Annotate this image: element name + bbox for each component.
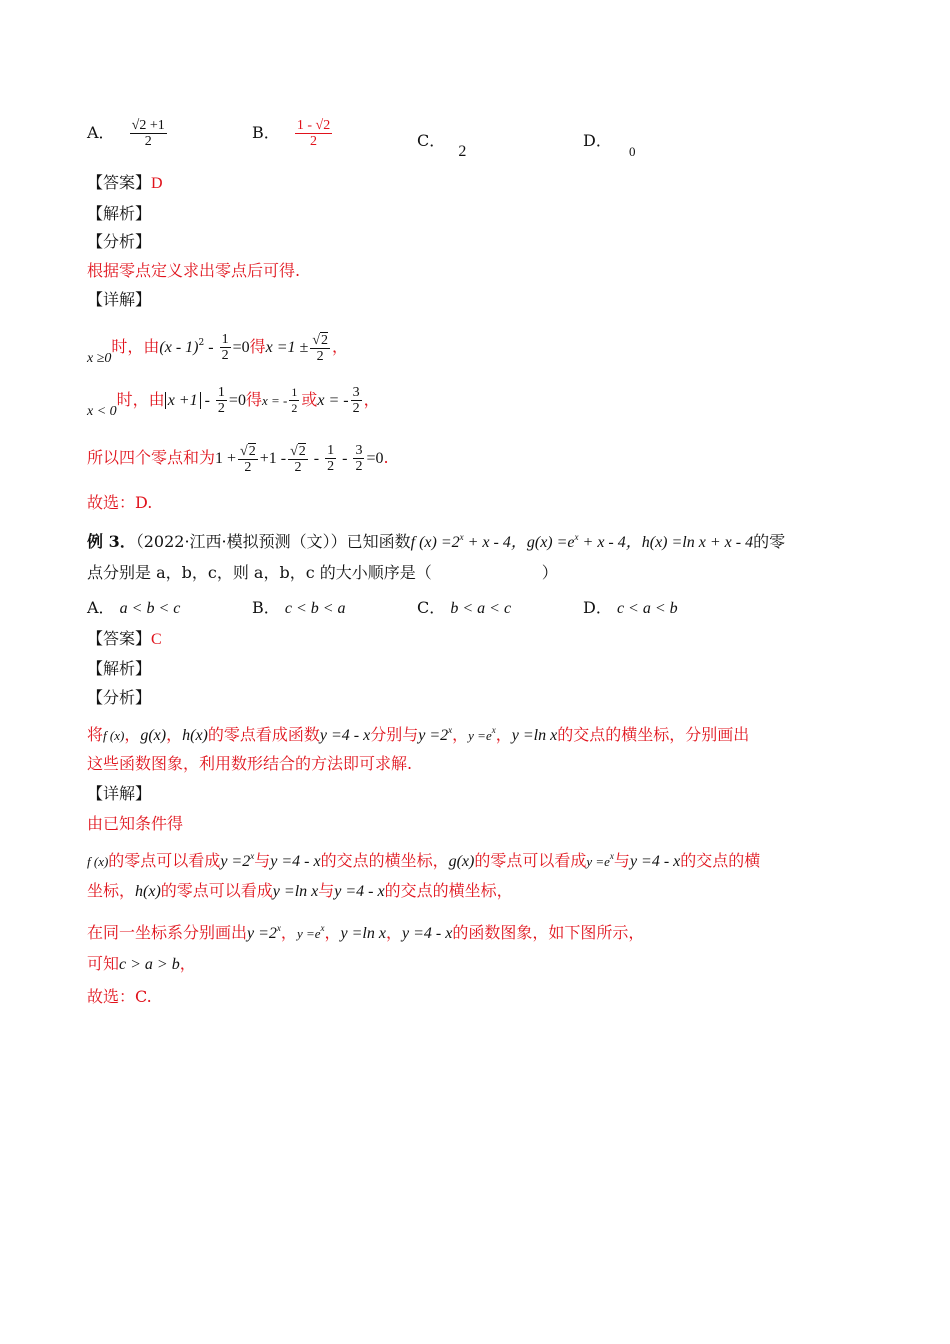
q2-option-b: B． $\frac{1 - √2}{2}$ bbox=[252, 118, 331, 149]
q3-fenxi-line2: 这些函数图象，利用数形结合的方法即可求解. bbox=[87, 754, 413, 773]
option-b-fraction: $\frac{1 - √2}{2}$ bbox=[296, 118, 331, 149]
half-fraction: $\frac{1}{2}$ bbox=[221, 332, 229, 363]
q3-detail-1: 由已知条件得 bbox=[87, 814, 184, 833]
half-fraction-2: $\frac{1}{2}$ bbox=[217, 385, 225, 416]
q3-option-d: D． c < a < b bbox=[583, 598, 678, 617]
q2-case1: x ≥0时，由(x - 1)$^2$ - $\frac{1}{2}$ =0得x =1 ± $\frac{√2}{2}$ ， bbox=[87, 332, 349, 366]
q2-option-d: D． $_0$ bbox=[583, 131, 636, 159]
sum-frac-2: $\frac{√2}{2}$ bbox=[290, 443, 306, 475]
q2-detail-tag: 【详解】 bbox=[87, 290, 152, 309]
q3-fenxi-line1: 将f (x)，g(x)，h(x)的零点看成函数y =4 - x分别与$y =2^x$，$y =e^x$，y =ln x的交点的横坐标，分别画出 bbox=[87, 725, 750, 744]
q3-detail-3: 坐标，h(x)的零点可以看成y =ln x与y =4 - x的交点的横坐标， bbox=[87, 881, 513, 900]
q3-detail-2: f (x)的零点可以看成$y =2^x$与y =4 - x的交点的横坐标，g(x)的零点可以看成$y =e^x$与y =4 - x的交点的横 bbox=[87, 851, 761, 870]
q2-final: 故选：D. bbox=[87, 493, 153, 512]
sum-frac-3: $\frac{1}{2}$ bbox=[327, 443, 335, 474]
q3-detail-tag: 【详解】 bbox=[87, 784, 152, 803]
sum-frac-4: $\frac{3}{2}$ bbox=[355, 443, 363, 474]
sum-frac-1: $\frac{√2}{2}$ bbox=[240, 443, 256, 475]
q3-fenxi-tag: 【分析】 bbox=[87, 688, 152, 707]
q2-analysis-tag: 【解析】 bbox=[87, 204, 152, 223]
q2-answer: 【答案】D bbox=[87, 173, 163, 192]
q3-analysis-tag: 【解析】 bbox=[87, 659, 152, 678]
q3-option-b: B． c < b < a bbox=[252, 598, 346, 617]
q2-case2: x < 0时，由 x +1 - $\frac{1}{2}$ =0得x = - $\frac{1}{2}$ 或x = - $\frac{3}{2}$ ， bbox=[87, 385, 380, 419]
sqrt2-half-fraction: $\frac{√2}{2}$ bbox=[312, 332, 328, 364]
q3-stem-line2: 点分别是 a，b，c，则 a，b，c 的大小顺序是（ ） bbox=[87, 563, 558, 582]
q2-sum: 所以四个零点和为1 + $\frac{√2}{2}$ +1 - $\frac{√2}{2}$ - $\frac{1}{2}$ - $\frac{3}{2}$ =0. bbox=[87, 443, 389, 475]
q3-detail-5: 可知c > a > b， bbox=[87, 954, 196, 973]
q3-final: 故选：C. bbox=[87, 987, 152, 1006]
half-fraction-3: $\frac{1}{2}$ bbox=[291, 385, 298, 415]
option-a-fraction: $\frac{√2 +1}{2}$ bbox=[131, 118, 165, 149]
q3-detail-4: 在同一坐标系分别画出$y =2^x$，$y =e^x$，y =ln x，y =4 - x的函数图象，如下图所示， bbox=[87, 923, 645, 942]
q2-fenxi-text: 根据零点定义求出零点后可得. bbox=[87, 261, 301, 280]
q2-option-c: C． 2 bbox=[417, 131, 467, 160]
three-half-fraction: $\frac{3}{2}$ bbox=[352, 385, 360, 416]
q3-option-a: A． a < b < c bbox=[87, 598, 181, 617]
q3-option-c: C． b < a < c bbox=[417, 598, 512, 617]
q3-stem-line1: 例 3．（2022·江西·模拟预测（文））已知函数f $(x) =2^x + x - 4$，$g(x) =e^x + x - 4$，h(x) =ln x + x - 4的零 bbox=[87, 532, 786, 551]
q2-fenxi-tag: 【分析】 bbox=[87, 232, 152, 251]
q3-answer: 【答案】C bbox=[87, 629, 162, 648]
q2-option-a: A． $\frac{√2 +1}{2}$ bbox=[87, 118, 165, 149]
